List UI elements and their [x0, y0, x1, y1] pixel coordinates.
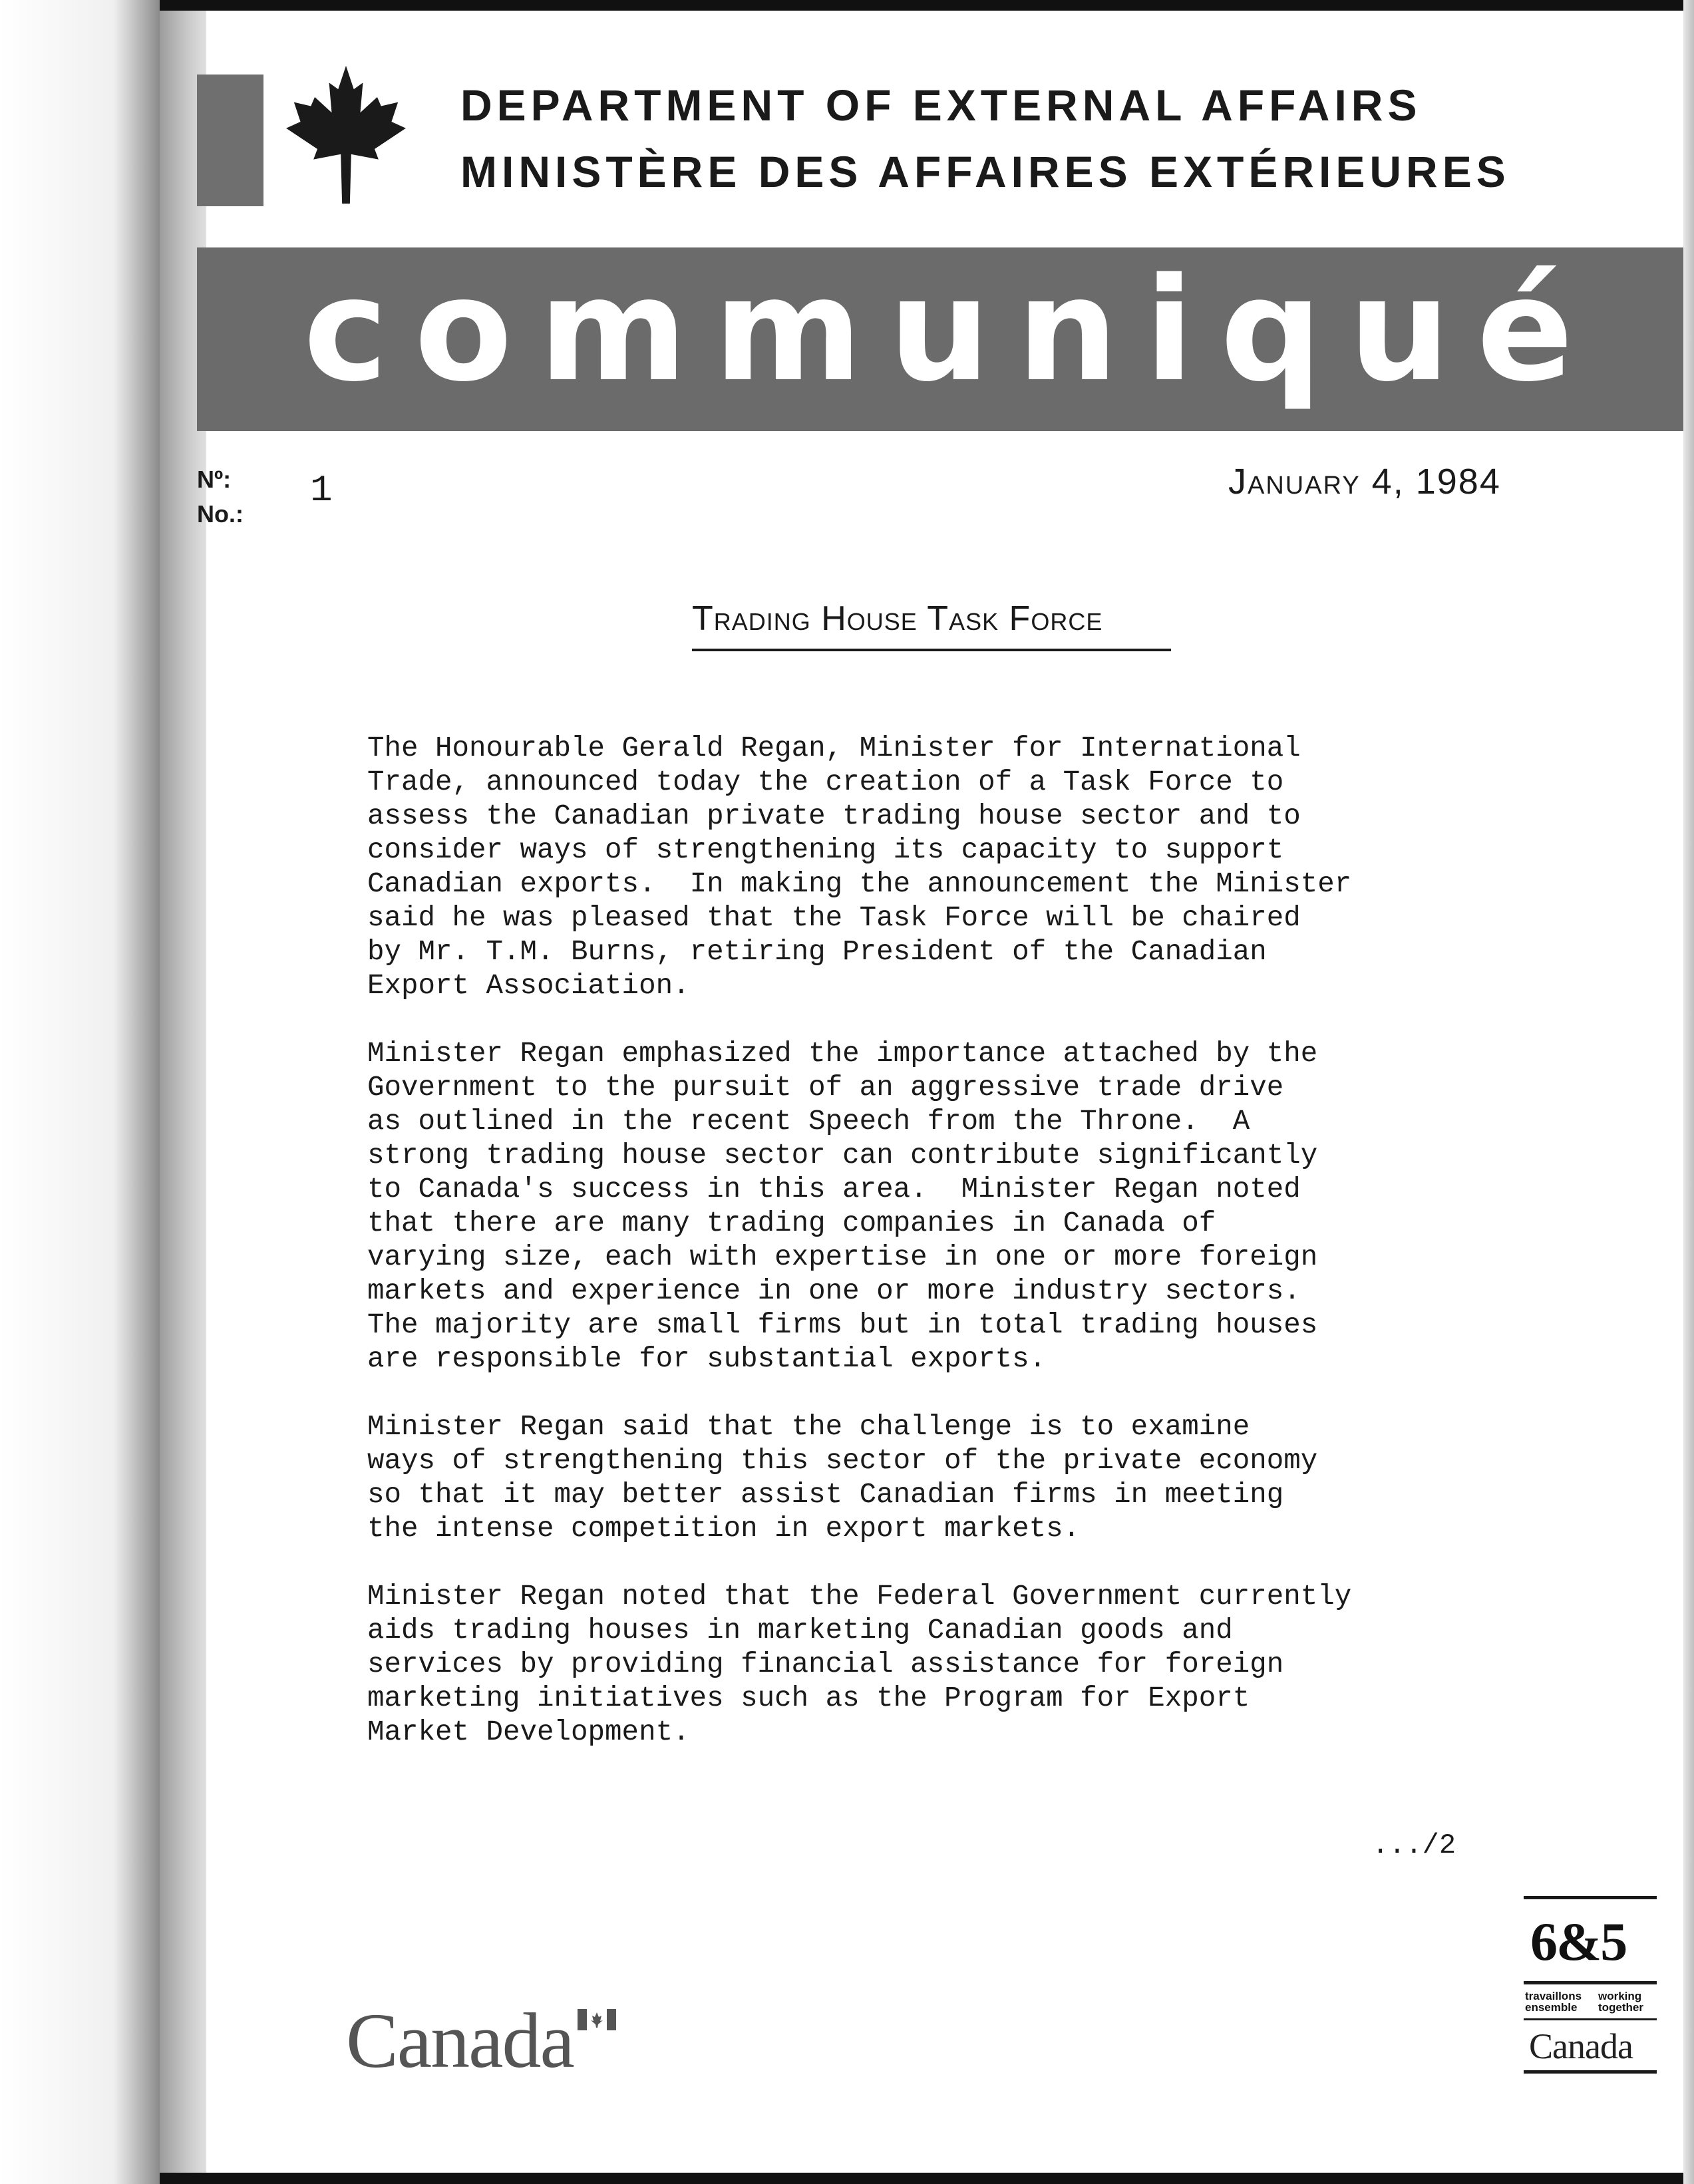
body-paragraph: Minister Regan said that the challenge is to examine ways of strengthening this sector of the private economy so that it may better assist Canadian firms in meeting the intense competition in export markets.: [367, 1411, 1318, 1545]
emblem-top-rule: [1524, 1896, 1657, 1899]
body-paragraph: Minister Regan emphasized the importance attached by the Government to the pursuit of an aggressive trade drive as outlined in the recent Speech from the Throne. A strong trading house sector can contribute significantly to Canada's success in this area. Minister Regan noted that there are many trading companies in Canada of varying size, each with expertise in one or more foreign markets and experience in one or more industry sectors. The majority are small firms but in total trading houses are responsible for substantial exports.: [367, 1038, 1318, 1375]
communique-banner: [197, 247, 1683, 431]
document-title: Trading House Task Force: [692, 599, 1103, 638]
emblem-number: 6&5: [1530, 1911, 1627, 1972]
emblem-canada-wordmark: Canada: [1529, 2026, 1633, 2066]
scan-right-edge: [1683, 0, 1694, 2184]
emblem-french-text: travaillons ensemble: [1525, 1990, 1582, 2014]
body-paragraph: Minister Regan noted that the Federal Government currently aids trading houses in marketing Canadian goods and services by providing financial assistance for foreign marketing initiatives such as the Program for Export Market Development.: [367, 1581, 1352, 1748]
emblem-lower-rule: [1524, 2018, 1657, 2020]
scan-top-edge: [160, 0, 1694, 11]
number-label-french: Nº:: [197, 466, 232, 493]
scan-bottom-edge: [160, 2173, 1694, 2184]
department-name-french: MINISTÈRE DES AFFAIRES EXTÉRIEURES: [460, 147, 1510, 196]
number-label-english: No.:: [197, 500, 244, 528]
page-gutter-shadow: [0, 0, 160, 2184]
document-body: [367, 732, 1565, 1784]
header-grey-block: [197, 75, 263, 206]
emblem-middle-rule: [1524, 1981, 1657, 1984]
emblem-bottom-rule: [1524, 2070, 1657, 2074]
canada-flag-icon: [578, 2009, 616, 2030]
canada-wordmark: Canada: [346, 1997, 574, 2084]
banner-title: communiqué: [303, 247, 1600, 413]
emblem-english-text: working together: [1598, 1990, 1643, 2014]
department-name-english: DEPARTMENT OF EXTERNAL AFFAIRS: [460, 80, 1422, 130]
six-and-five-emblem: [1524, 1896, 1657, 2076]
continued-marker: .../2: [1372, 1829, 1456, 1861]
body-paragraph: The Honourable Gerald Regan, Minister for International Trade, announced today the creation of a Task Force to assess the Canadian private trading house sector and to consider ways of strengthening its capacity to support Canadian exports. In making the announcement the Minister said he was pleased that the Task Force will be chaired by Mr. T.M. Burns, retiring President of the Canadian Export Association.: [367, 732, 1352, 1002]
title-underline: [692, 649, 1171, 651]
communique-date: January 4, 1984: [1228, 462, 1501, 502]
maple-leaf-icon: [279, 63, 413, 206]
communique-number: 1: [310, 469, 333, 512]
